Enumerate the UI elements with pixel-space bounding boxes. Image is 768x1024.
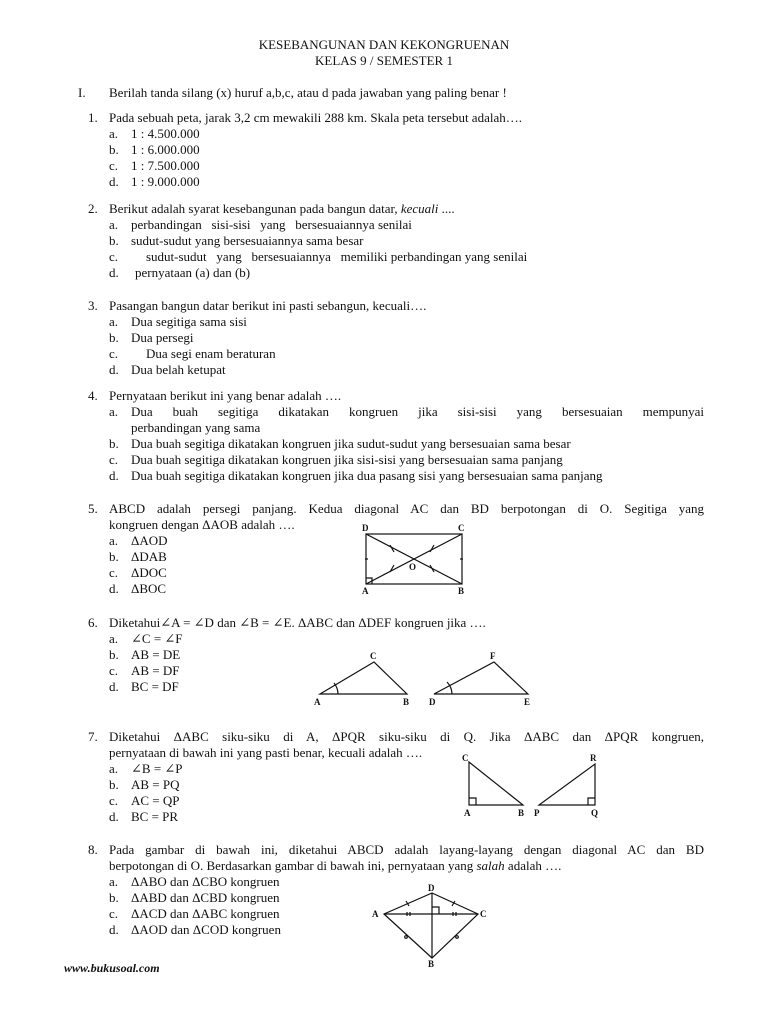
vertex-label-a: A [314, 697, 321, 707]
question-number: 3. [88, 298, 98, 313]
option-letter: c. [109, 346, 119, 361]
vertex-label-a: A [362, 586, 369, 596]
vertex-label-b: B [518, 808, 525, 818]
option-letter: b. [109, 330, 119, 345]
right-angle-q [588, 798, 595, 805]
option-text: AB = PQ [131, 777, 180, 792]
question-text: Diketahui∠A = ∠D dan ∠B = ∠E. ΔABC dan ΔDEF kongruen jika …. [109, 615, 486, 630]
vertex-label-a: A [372, 909, 379, 919]
question-text-continued: berpotongan di O. Berdasarkan gambar di bawah ini, pernyataan yang salah adalah …. [109, 858, 562, 873]
vertex-label-d: D [362, 523, 369, 533]
triangle-abc [320, 662, 407, 694]
option-text: ΔACD dan ΔABC kongruen [131, 906, 280, 921]
question-text: Pada gambar di bawah ini, diketahui ABCD adalah layang-layang dengan diagonal AC dan BD [109, 842, 704, 857]
question-text: Pasangan bangun datar berikut ini pasti sebangun, kecuali…. [109, 298, 427, 313]
option-text: ΔBOC [131, 581, 167, 596]
section-instruction: Berilah tanda silang (x) huruf a,b,c, atau d pada jawaban yang paling benar ! [109, 85, 507, 100]
vertex-label-d: D [428, 883, 435, 893]
option-letter: b. [109, 647, 119, 662]
option-letter: d. [109, 679, 119, 694]
vertex-label-b: B [403, 697, 410, 707]
rectangle-diagonals-figure [360, 524, 470, 598]
vertex-label-d: D [429, 697, 436, 707]
vertex-label-b: B [458, 586, 465, 596]
question-text: ABCD adalah persegi panjang. Kedua diagonal AC dan BD berpotongan di O. Segitiga yang [109, 501, 704, 516]
option-text: ∠C = ∠F [131, 631, 183, 646]
option-letter: b. [109, 549, 119, 564]
option-text: 1 : 9.000.000 [131, 174, 200, 189]
option-text: perbandingan sisi-sisi yang bersesuaiannya senilai [131, 217, 412, 232]
option-letter: c. [109, 452, 119, 467]
option-letter: b. [109, 142, 119, 157]
vertex-label-e: E [524, 697, 531, 707]
section-number: I. [78, 85, 86, 100]
option-letter: c. [109, 158, 119, 173]
vertex-label-p: P [534, 808, 540, 818]
vertex-label-b: B [428, 959, 435, 969]
option-text: ΔDOC [131, 565, 167, 580]
option-letter: a. [109, 761, 119, 776]
footer-website: www.bukusoal.com [64, 961, 160, 975]
vertex-label-c: C [480, 909, 487, 919]
option-text: 1 : 7.500.000 [131, 158, 200, 173]
question-number: 2. [88, 201, 98, 216]
option-letter: c. [109, 906, 119, 921]
question-text: Pada sebuah peta, jarak 3,2 cm mewakili 288 km. Skala peta tersebut adalah…. [109, 110, 522, 125]
question-number: 4. [88, 388, 98, 403]
option-letter: b. [109, 777, 119, 792]
option-text: ΔABD dan ΔCBD kongruen [131, 890, 280, 905]
option-letter: c. [109, 663, 119, 678]
option-text: Dua belah ketupat [131, 362, 226, 377]
option-text: Dua buah segitiga dikatakan kongruen jika sisi-sisi yang bersesuaian mempunyai [131, 404, 704, 419]
option-text: Dua persegi [131, 330, 194, 345]
triangle-pqr [539, 764, 595, 805]
option-text: ∠B = ∠P [131, 761, 183, 776]
option-letter: b. [109, 233, 119, 248]
option-text: sudut-sudut yang bersesuaiannya sama besar [131, 233, 364, 248]
vertex-label-c: C [370, 651, 377, 661]
vertex-label-a: A [464, 808, 471, 818]
question-text-continued: kongruen dengan ΔAOB adalah …. [109, 517, 295, 532]
option-text: ΔABO dan ΔCBO kongruen [131, 874, 280, 889]
vertex-label-c: C [458, 523, 465, 533]
vertex-label-r: R [590, 753, 597, 763]
option-letter: b. [109, 890, 119, 905]
question-number: 6. [88, 615, 98, 630]
option-letter: d. [109, 174, 119, 189]
option-text: Dua buah segitiga dikatakan kongruen jika sisi-sisi yang bersesuaian sama panjang [131, 452, 563, 467]
option-letter: d. [109, 581, 119, 596]
option-text: pernyataan (a) dan (b) [135, 265, 251, 280]
kite-figure [368, 882, 492, 968]
option-text: BC = DF [131, 679, 179, 694]
question-number: 5. [88, 501, 98, 516]
right-triangles-figure [460, 750, 610, 820]
option-text: sudut-sudut yang bersesuaiannya memiliki perbandingan yang senilai [146, 249, 528, 264]
option-letter: c. [109, 565, 119, 580]
angle-d-arc [447, 682, 452, 694]
option-text: BC = PR [131, 809, 179, 824]
triangle-def [434, 662, 528, 694]
option-letter: a. [109, 217, 119, 232]
option-text: AB = DF [131, 663, 180, 678]
option-letter: b. [109, 436, 119, 451]
vertex-label-q: Q [591, 808, 599, 818]
option-text-continued: perbandingan yang sama [131, 420, 261, 435]
option-letter: c. [109, 793, 119, 808]
question-text: Pernyataan berikut ini yang benar adalah …. [109, 388, 342, 403]
question-text: Diketahui ΔABC siku-siku di A, ΔPQR siku-siku di Q. Jika ΔABC dan ΔPQR kongruen, [109, 729, 704, 744]
triangles-abc-def-figure [312, 650, 542, 710]
option-letter: a. [109, 404, 119, 419]
option-text: Dua segi enam beraturan [146, 346, 276, 361]
option-text: Dua segitiga sama sisi [131, 314, 247, 329]
page-subtitle: KELAS 9 / SEMESTER 1 [315, 53, 453, 68]
question-number: 7. [88, 729, 98, 744]
vertex-label-o: O [409, 562, 417, 572]
question-text-continued: pernyataan di bawah ini yang pasti benar, kecuali adalah …. [109, 745, 423, 760]
vertex-label-c: C [462, 753, 469, 763]
option-letter: d. [109, 362, 119, 377]
option-letter: a. [109, 533, 119, 548]
triangle-abc [469, 762, 523, 805]
option-letter: d. [109, 922, 119, 937]
option-letter: a. [109, 874, 119, 889]
option-text: 1 : 4.500.000 [131, 126, 200, 141]
vertex-label-f: F [490, 651, 496, 661]
option-text: ΔAOD [131, 533, 168, 548]
right-angle-o [432, 907, 439, 914]
question-text: Berikut adalah syarat kesebangunan pada bangun datar, kecuali .... [109, 201, 455, 216]
option-text: ΔAOD dan ΔCOD kongruen [131, 922, 281, 937]
option-letter: d. [109, 809, 119, 824]
question-number: 1. [88, 110, 98, 125]
option-letter: a. [109, 314, 119, 329]
option-text: 1 : 6.000.000 [131, 142, 200, 157]
option-text: Dua buah segitiga dikatakan kongruen jika sudut-sudut yang bersesuaian sama besar [131, 436, 571, 451]
option-text: Dua buah segitiga dikatakan kongruen jika dua pasang sisi yang bersesuaian sama panjang [131, 468, 603, 483]
option-text: AC = QP [131, 793, 180, 808]
page-title: KESEBANGUNAN DAN KEKONGRUENAN [258, 37, 510, 52]
kite-abcd [384, 893, 478, 958]
option-letter: d. [109, 468, 119, 483]
option-letter: d. [109, 265, 119, 280]
option-letter: a. [109, 126, 119, 141]
right-angle-a [469, 798, 476, 805]
option-text: ΔDAB [131, 549, 167, 564]
option-text: AB = DE [131, 647, 181, 662]
option-letter: a. [109, 631, 119, 646]
option-letter: c. [109, 249, 119, 264]
question-number: 8. [88, 842, 98, 857]
